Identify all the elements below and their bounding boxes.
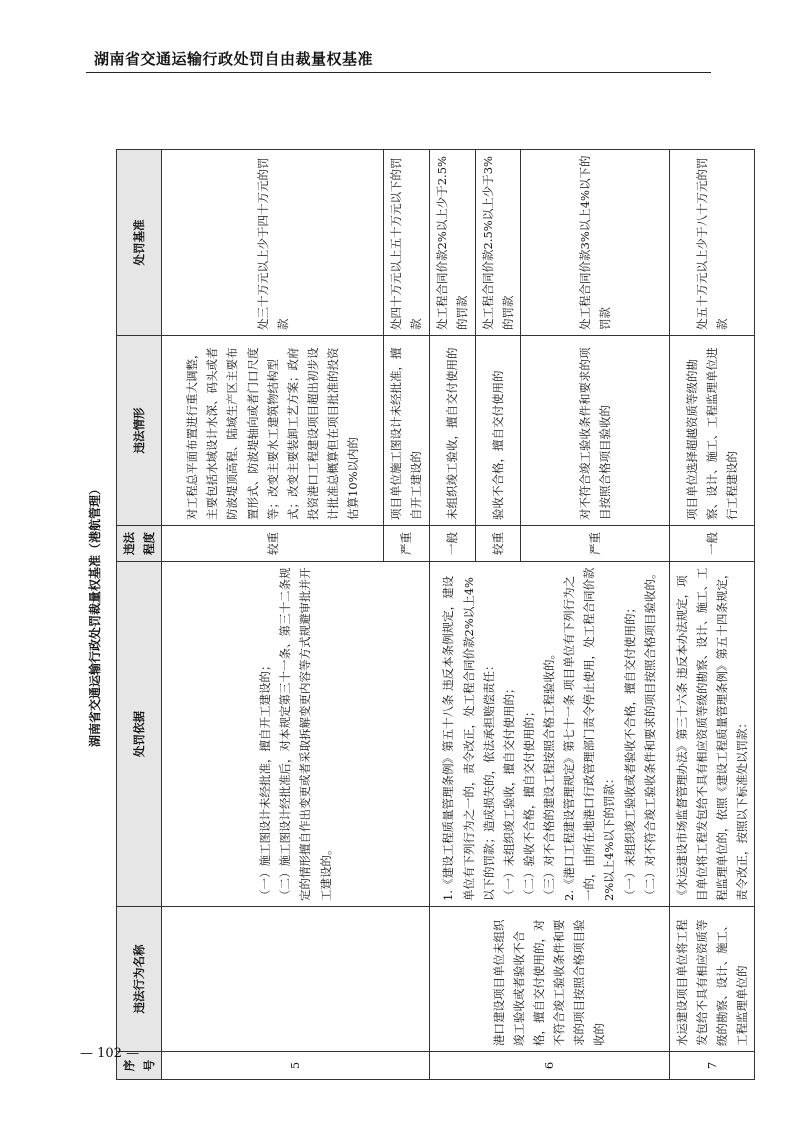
penalty-cell: 处工程合同价款2%以上少于2.5%的罚款 bbox=[429, 150, 475, 336]
situation-cell: 验收不合格，擅自交付使用的 bbox=[475, 336, 520, 526]
col-header-degree: 违法程度 bbox=[117, 526, 162, 562]
basis-line: （二）施工图设计经批准后，对本规定第三十一条、第三十二条规定的情形擅自作出变更或者采取拆解变更内容等方式规避审批并开工建设的。 bbox=[278, 567, 333, 901]
basis-cell bbox=[429, 562, 669, 907]
basis-line: （一）未组织竣工验收或者验收不合格，擅自交付使用的； bbox=[622, 602, 637, 901]
basis-cell bbox=[162, 562, 429, 907]
row-number: 6 bbox=[429, 1052, 669, 1080]
table-row bbox=[669, 150, 755, 1080]
penalty-table bbox=[116, 149, 755, 1080]
col-header-basis: 处罚依据 bbox=[117, 562, 162, 907]
penalty-cell: 处四十万元以上五十万元以下的罚款 bbox=[384, 150, 429, 336]
behavior-cell: 水运建设项目单位将工程发包给不具有相应资质等级的勘察、设计、施工、工程监理单位的 bbox=[669, 907, 755, 1052]
table-row bbox=[429, 150, 475, 1080]
penalty-cell: 处工程合同价款3%以上4%以下的罚款 bbox=[520, 150, 669, 336]
row-number: 7 bbox=[669, 1052, 755, 1080]
table-caption: 湖南省交通运输行政处罚裁量权基准（港航管理） bbox=[88, 483, 102, 748]
col-header-behavior: 违法行为名称 bbox=[117, 907, 162, 1052]
situation-cell: 未组织竣工验收，擅自交付使用的 bbox=[429, 336, 475, 526]
header-divider bbox=[86, 72, 711, 73]
basis-line: （二）对不符合竣工验收条件和要求的项目按照合格项目验收的。 bbox=[642, 567, 657, 901]
situation-cell: 对不符合竣工验收条件和要求的项目按照合格项目验收的 bbox=[520, 336, 669, 526]
table-row bbox=[162, 150, 384, 1080]
behavior-cell: 港口建设项目单位未组织竣工验收或者验收不合格，擅自交付使用的，对不符合竣工验收条件和要求的项目按照合格项目验收的 bbox=[429, 907, 669, 1052]
degree-cell: 严重 bbox=[520, 526, 669, 562]
basis-line: （三）对不合格的建设工程按照合格工程验收的。 bbox=[542, 648, 557, 901]
penalty-cell: 处三十万元以上少于四十万元的罚款 bbox=[162, 150, 384, 336]
table-header-row bbox=[117, 150, 162, 1080]
situation-cell: 项目单位施工图设计未经批准，擅自开工建设的 bbox=[384, 336, 429, 526]
basis-line: （一）施工图设计未经批准，擅自开工建设的； bbox=[258, 659, 273, 901]
penalty-cell: 处五十万元以上少于八十万元的罚款 bbox=[669, 150, 755, 336]
degree-cell: 较重 bbox=[475, 526, 520, 562]
degree-cell: 严重 bbox=[384, 526, 429, 562]
page-header-title: 湖南省交通运输行政处罚自由裁量权基准 bbox=[94, 50, 374, 68]
basis-line: （一）未组织竣工验收，擅自交付使用的； bbox=[501, 682, 516, 901]
col-header-no: 序号 bbox=[117, 1052, 162, 1080]
behavior-cell bbox=[162, 907, 429, 1052]
basis-cell: 《水运建设市场监督管理办法》第三十六条 违反本办法规定，项目单位将工程发包给不具有相应资质等级的勘察、设计、施工、工程监理单位的，依照《建设工程质量管理条例》第五十四条规定，责令改正，按照以下标准处以罚款： bbox=[669, 562, 755, 907]
basis-line: 1.《建设工程质量管理条例》第五十八条 违反本条例规定，建设单位有下列行为之一的，责令改正，处工程合同价款2%以上4%以下的罚款；造成损失的，依法承担赔偿责任： bbox=[441, 575, 496, 901]
basis-line: （二）验收不合格，擅自交付使用的； bbox=[521, 705, 536, 901]
col-header-situation: 违法情形 bbox=[117, 336, 162, 526]
col-header-penalty: 处罚基准 bbox=[117, 150, 162, 336]
degree-cell: 较重 bbox=[162, 526, 384, 562]
penalty-cell: 处工程合同价款2.5%以上少于3%的罚款 bbox=[475, 150, 520, 336]
degree-cell: 一般 bbox=[429, 526, 475, 562]
situation-cell: 项目单位选择超越资质等级的勘察、设计、施工、工程监理单位进行工程建设的 bbox=[669, 336, 755, 526]
situation-cell: 对工程总平面布置进行重大调整，主要包括水域设计水深、码头或者防波堤顶高程、陆域生产区主要布置形式、防波堤轴向或者门口尺度等；改变主要水工建筑物结构型式；改变主要装卸工艺方案；政府投资港口工程建设项目超出初步设计批准总概算但在项目批准的投资估算10%以内的 bbox=[162, 336, 384, 526]
row-number: 5 bbox=[162, 1052, 429, 1080]
basis-line: 2.《港口工程建设管理规定》第七十一条 项目单位有下列行为之一的，由所在地港口行政管理部门责令停止使用，处工程合同价款2%以上4%以下的罚款： bbox=[562, 567, 617, 901]
degree-cell: 一般 bbox=[669, 526, 755, 562]
page-number: — 102 — bbox=[80, 1046, 140, 1061]
